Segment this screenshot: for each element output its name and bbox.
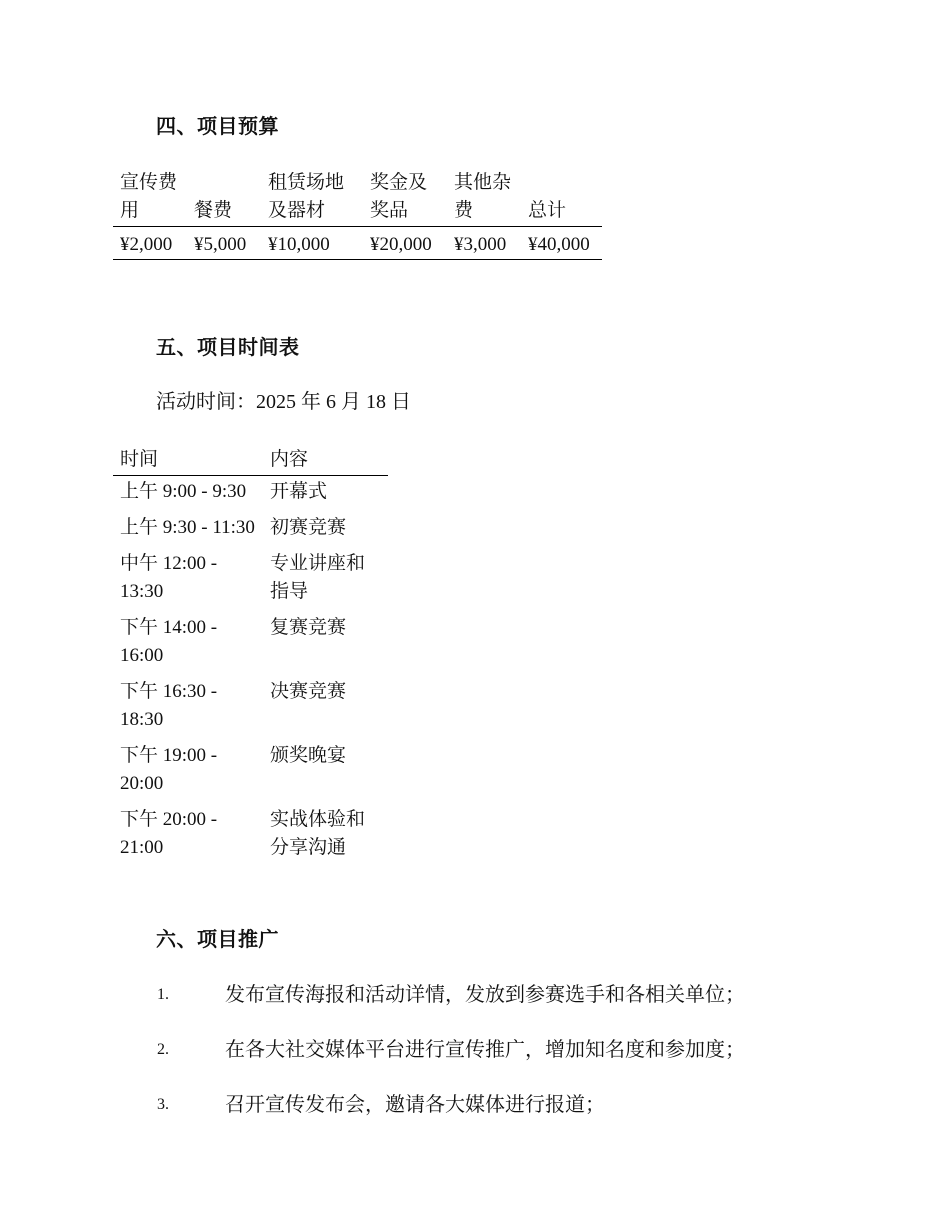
schedule-header-time: 时间 [113,446,263,476]
table-row [113,612,388,676]
table-row [113,512,388,548]
section-heading-budget: 四、项目预算 [156,114,279,138]
table-row [113,548,388,612]
schedule-table [113,446,388,868]
list-text: 在各大社交媒体平台进行宣传推广，增加知名度和参加度； [225,1039,745,1061]
schedule-header-row [113,446,388,476]
table-row [113,804,388,868]
budget-header-cell: 宣传费用 [113,169,187,227]
event-date: 活动时间：2025 年 6 月 18 日 [156,391,411,413]
schedule-time: 中午 12:00 - 13:30 [120,553,218,602]
schedule-header-content: 内容 [263,446,388,476]
schedule-content: 专业讲座和指导 [270,553,366,602]
schedule-content: 开幕式 [270,481,328,502]
budget-header-cell: 其他杂费 [447,169,521,227]
budget-header-cell: 租赁场地及器材 [261,169,363,227]
list-item [0,1090,950,1120]
budget-value-cell: ¥10,000 [261,227,363,260]
list-number: 1. [157,986,169,1003]
budget-value-cell: ¥2,000 [113,227,187,260]
budget-value-cell: ¥3,000 [447,227,521,260]
schedule-content: 实战体验和分享沟通 [270,809,366,858]
schedule-content: 初赛竞赛 [270,517,347,538]
table-row [113,476,388,513]
list-item [0,1035,950,1065]
schedule-content: 颁奖晚宴 [270,745,347,766]
budget-value-row [113,227,602,260]
schedule-content: 决赛竞赛 [270,681,347,702]
budget-table [113,169,602,260]
list-item [0,980,950,1010]
budget-header-row [113,169,602,227]
schedule-content: 复赛竞赛 [270,617,347,638]
section-heading-schedule: 五、项目时间表 [156,335,300,359]
schedule-time: 上午 9:00 - 9:30 [120,481,247,502]
budget-header-cell: 奖金及奖品 [363,169,447,227]
list-text: 发布宣传海报和活动详情，发放到参赛选手和各相关单位； [225,984,745,1006]
schedule-time: 下午 14:00 - 16:00 [120,617,218,666]
budget-value-cell: ¥40,000 [521,227,602,260]
table-row [113,676,388,740]
schedule-time: 下午 19:00 - 20:00 [120,745,218,794]
schedule-time: 上午 9:30 - 11:30 [120,517,255,538]
list-number: 3. [157,1096,169,1113]
list-number: 2. [157,1041,169,1058]
budget-value-cell: ¥20,000 [363,227,447,260]
budget-header-cell: 餐费 [187,169,261,227]
section-heading-promotion: 六、项目推广 [156,927,279,951]
budget-header-cell: 总计 [521,169,602,227]
budget-value-cell: ¥5,000 [187,227,261,260]
schedule-time: 下午 16:30 - 18:30 [120,681,218,730]
table-row [113,740,388,804]
schedule-time: 下午 20:00 - 21:00 [120,809,218,858]
list-text: 召开宣传发布会，邀请各大媒体进行报道； [225,1094,605,1116]
